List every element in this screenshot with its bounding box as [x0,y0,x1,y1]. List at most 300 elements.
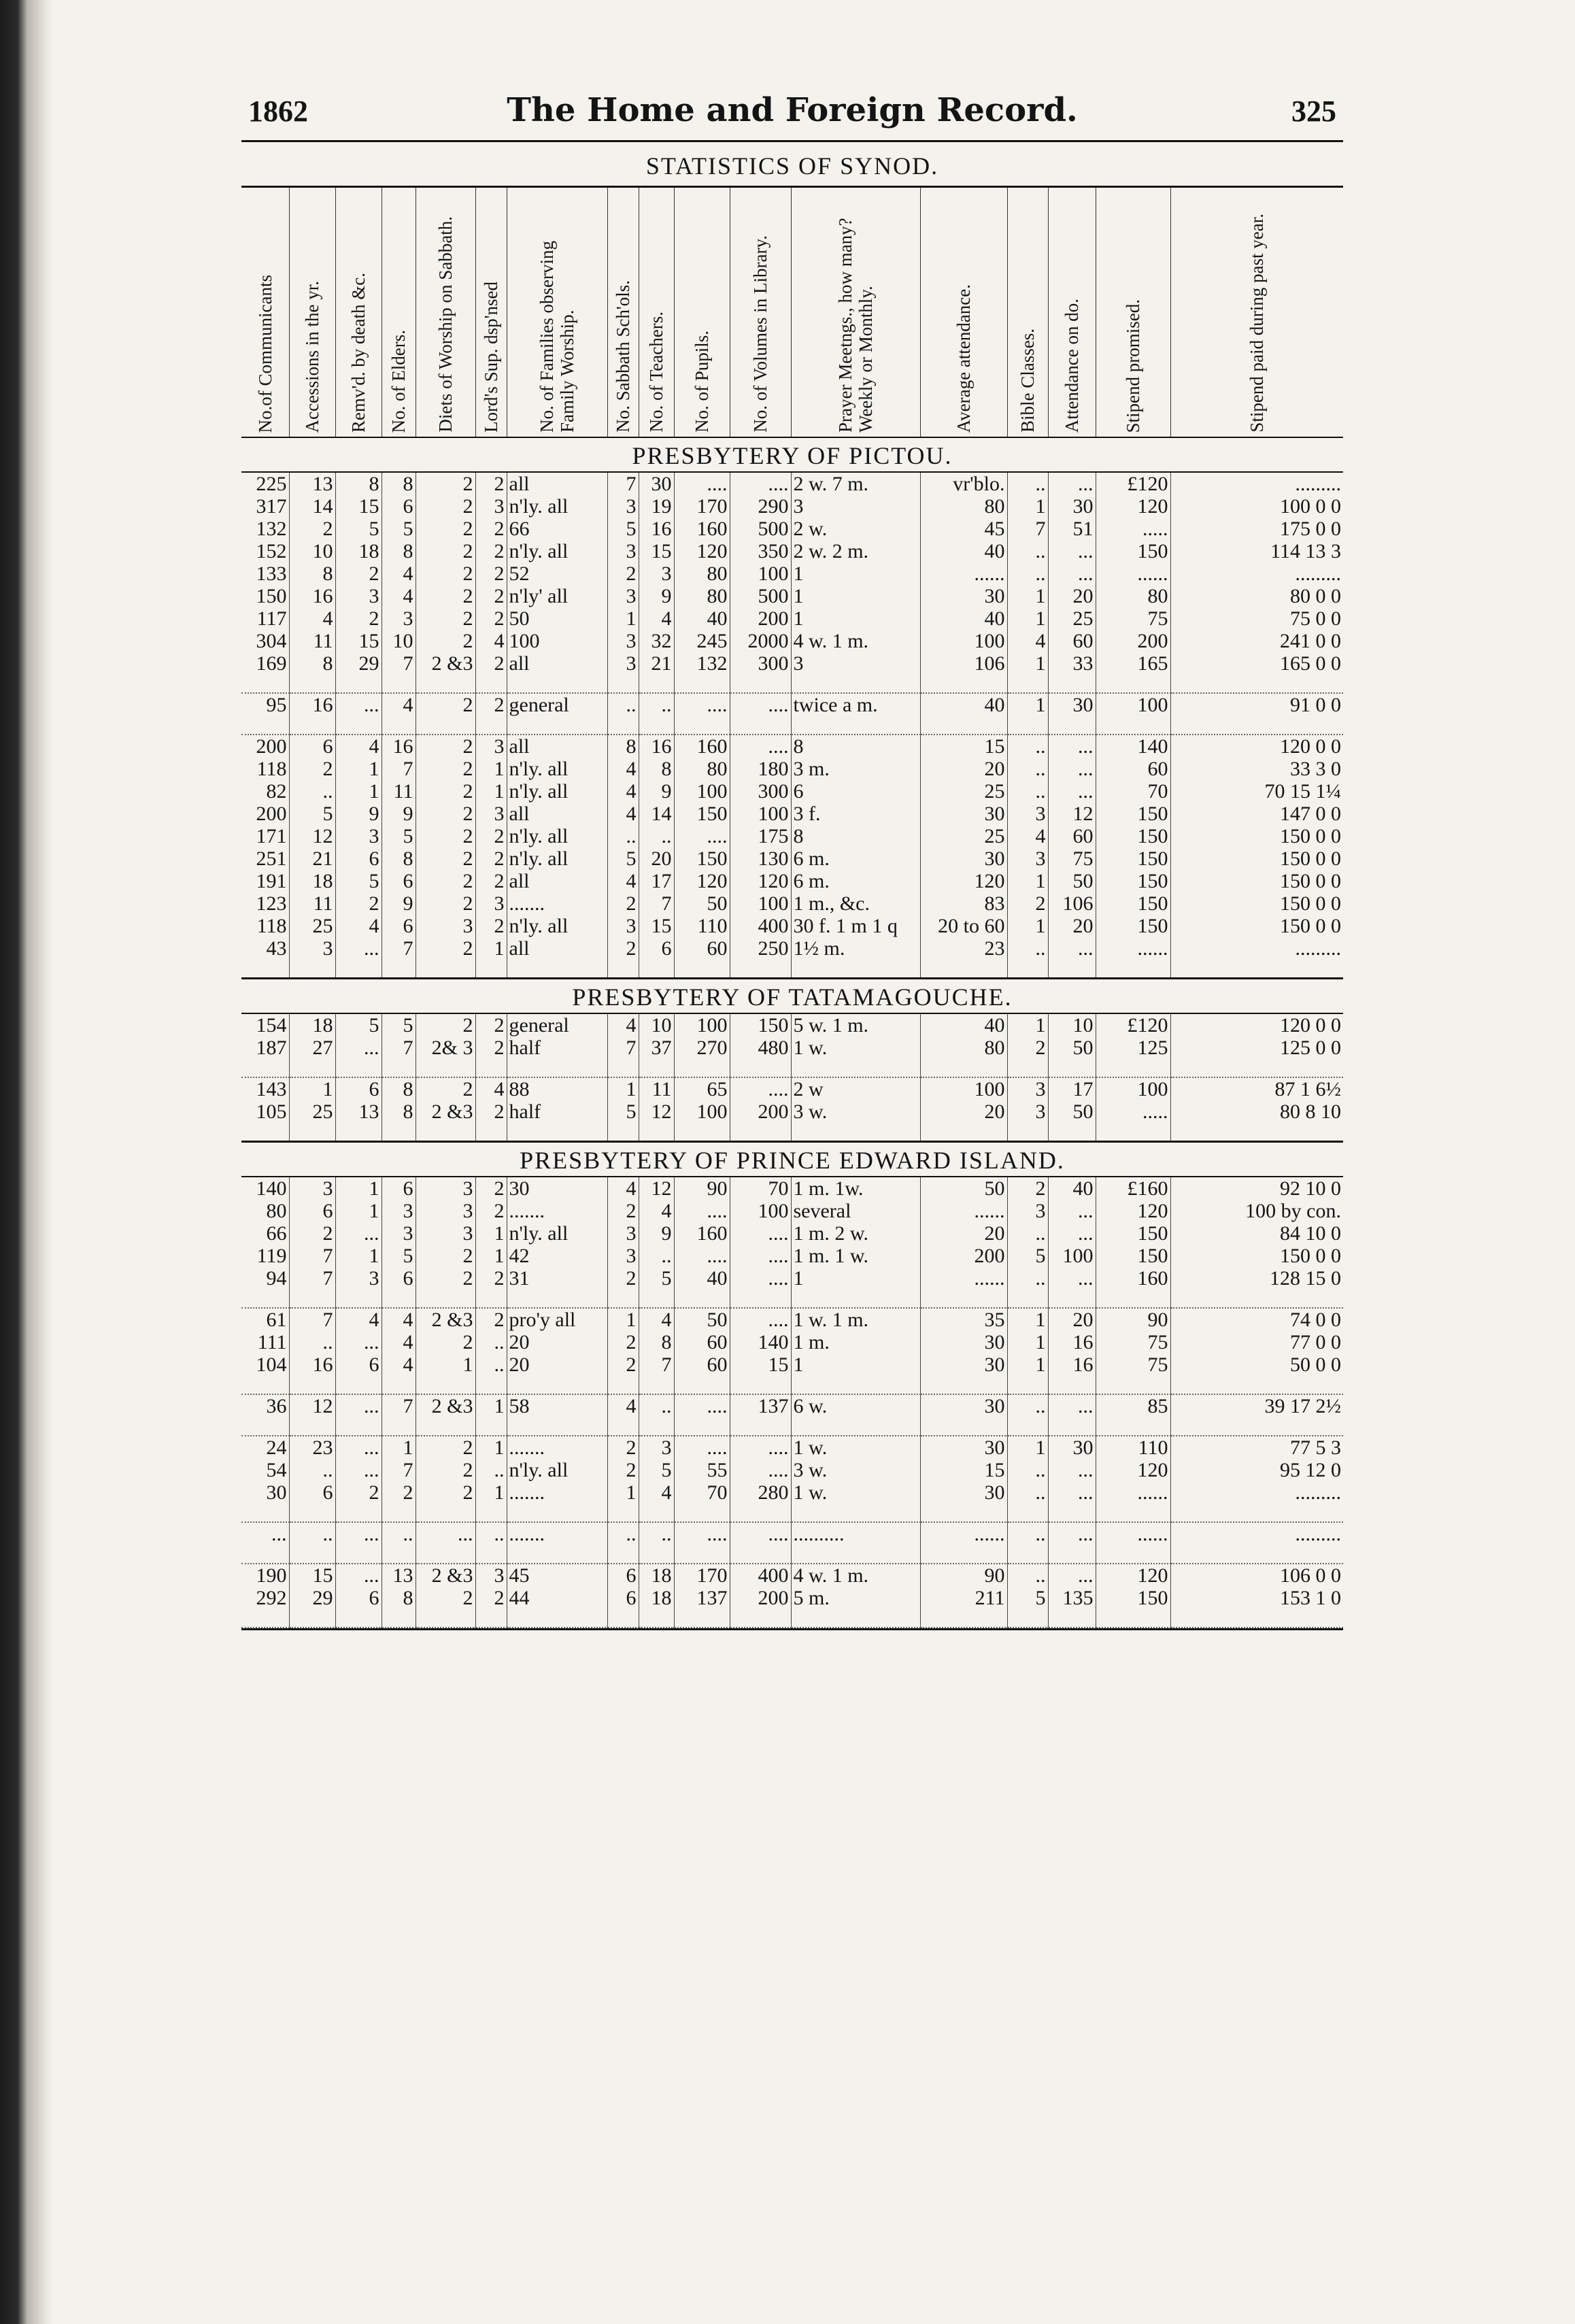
separator-cell [674,1123,730,1142]
table-cell: 2 [416,607,475,630]
table-cell: 100 [730,1200,791,1222]
column-header [241,187,289,438]
table-cell: 400 [730,1564,791,1587]
table-cell: 12 [289,1394,335,1417]
separator-cell [607,1376,639,1394]
table-cell: 29 [289,1587,335,1609]
table-cell: 65 [674,1077,730,1100]
table-cell: 31 [507,1267,607,1290]
separator-cell [241,1504,289,1522]
table-cell: 4 [335,735,382,758]
table-row [241,1331,1343,1353]
table-cell: 21 [639,652,674,675]
table-cell: 95 [241,693,289,716]
group-separator [241,1376,1343,1394]
table-cell: 300 [730,652,791,675]
separator-cell [674,1376,730,1394]
table-cell: 120 [920,870,1007,892]
table-cell: 3 [335,585,382,607]
table-cell: 80 [241,1200,289,1222]
table-cell: 160 [674,1222,730,1245]
table-cell: 8 [382,1587,416,1609]
table-cell: £160 [1096,1177,1170,1200]
table-cell: 20 [1048,1308,1096,1331]
table-cell: 1 [335,1200,382,1222]
table-cell: ...... [1096,562,1170,585]
table-cell: .. [1007,937,1048,960]
table-cell: .. [1007,562,1048,585]
table-cell: 2 [607,1200,639,1222]
table-cell: 5 m. [791,1587,920,1609]
table-cell: 80 8 10 [1280,1100,1341,1123]
table-row [241,1481,1343,1504]
table-cell: 1 [475,1436,507,1459]
table-cell: 2 [416,735,475,758]
section-heading: PRESBYTERY OF TATAMAGOUCHE. [241,979,1343,1014]
table-cell: 500 [730,518,791,540]
table-cell: 150 0 0 [1280,825,1341,847]
column-header-label: Diets of Worship on Sabbath. [435,216,456,433]
table-cell: 1 m., &c. [791,892,920,915]
separator-cell [607,1417,639,1436]
table-cell: 18 [335,540,382,562]
table-cell: .. [475,1459,507,1481]
table-cell: 80 0 0 [1290,585,1341,607]
table-cell: 2 [1007,1177,1048,1200]
table-cell: 241 0 0 [1280,630,1341,652]
table-cell: ......... [1295,473,1341,495]
table-cell: 16 [639,735,674,758]
table-cell: 3 [639,1436,674,1459]
separator-cell [1170,1417,1343,1436]
separator-cell [241,960,289,979]
table-cell: 130 [730,847,791,870]
table-cell: 1 [1007,1436,1048,1459]
column-header-label: Bible Classes. [1017,329,1038,433]
table-cell: 6 [382,495,416,518]
table-cell: 25 [920,780,1007,803]
table-cell: 2 [475,1587,507,1609]
table-cell: 36 [241,1394,289,1417]
table-cell: 150 [1096,847,1170,870]
table-cell: 140 [1096,735,1170,758]
table-cell: 4 [607,758,639,780]
table-cell: 15 [289,1564,335,1587]
separator-cell [1170,716,1343,735]
table-row [241,803,1343,825]
running-header [241,88,1343,140]
table-cell: 4 [639,1308,674,1331]
table-cell: .. [289,1522,335,1545]
table-cell: ......... [1295,1481,1341,1504]
table-cell: 150 [674,803,730,825]
separator-cell [791,1059,920,1077]
table-cell: 150 0 0 [1280,915,1341,937]
separator-cell [241,1059,289,1077]
table-cell: 5 [335,518,382,540]
separator-cell [1170,960,1343,979]
separator-cell [791,960,920,979]
separator-cell [639,675,674,693]
table-cell: 5 [382,1245,416,1267]
table-cell: ...... [920,562,1007,585]
separator-cell [335,1417,382,1436]
table-cell: .. [1007,1267,1048,1290]
table-row [241,1245,1343,1267]
table-cell: 95 12 0 [1280,1459,1341,1481]
table-cell: 225 [241,472,289,495]
table-cell: 4 [475,1077,507,1100]
table-row [241,495,1343,518]
table-row [241,847,1343,870]
table-cell: 1 [1007,1353,1048,1376]
separator-cell [289,1545,335,1564]
table-cell: 15 [335,495,382,518]
table-cell: 2 [475,1308,507,1331]
separator-cell [1048,716,1096,735]
column-header-label: Attendance on do. [1062,298,1082,433]
table-cell: 23 [920,937,1007,960]
separator-cell [289,1376,335,1394]
separator-cell [335,1545,382,1564]
separator-cell [730,960,791,979]
table-row [241,825,1343,847]
table-cell: 80 [674,585,730,607]
table-cell: 12 [289,825,335,847]
table-cell: 3 [416,915,475,937]
table-cell: 3 [1007,1200,1048,1222]
column-header-label: No. of Volumes in Library. [750,235,770,433]
table-cell: 6 [791,780,920,803]
table-cell: 3 [1007,803,1048,825]
group-separator [241,1545,1343,1564]
table-cell: .... [674,825,730,847]
separator-cell [791,675,920,693]
book-spine-shadow [0,0,53,2324]
separator-cell [335,1123,382,1142]
table-cell: 88 [507,1077,607,1100]
table-cell: .. [639,1245,674,1267]
table-cell: .. [639,1394,674,1417]
table-cell: 77 5 3 [1290,1436,1341,1459]
table-cell: 40 [920,540,1007,562]
table-cell: 1 [791,1353,920,1376]
table-cell: 2 [475,693,507,716]
separator-cell [289,960,335,979]
table-cell: 128 15 0 [1270,1267,1341,1290]
column-header-label: No. Sabbath Sch'ols. [613,280,633,433]
table-cell: 2 [335,892,382,915]
table-cell: 350 [730,540,791,562]
table-cell: 100 [674,1013,730,1037]
table-cell: 2 [416,758,475,780]
separator-cell [1007,1504,1048,1522]
table-cell: 66 [507,518,607,540]
table-cell: 150 [1096,1222,1170,1245]
separator-cell [791,1504,920,1522]
table-cell: 2 [475,825,507,847]
table-cell: ... [1048,1222,1096,1245]
separator-cell [1007,1059,1048,1077]
table-cell: 100 [920,1077,1007,1100]
table-row [241,1459,1343,1481]
separator-cell [639,1504,674,1522]
table-cell: ...... [1096,937,1170,960]
separator-cell [241,1545,289,1564]
table-cell: 106 0 0 [1280,1564,1341,1587]
table-cell: £120 [1096,472,1170,495]
separator-cell [507,716,607,735]
table-cell: 245 [674,630,730,652]
table-cell: 169 [241,652,289,675]
table-cell: .. [1007,780,1048,803]
table-cell: 5 [639,1267,674,1290]
table-cell: 2 [607,1353,639,1376]
table-cell: 5 [607,1100,639,1123]
table-cell: 8 [382,1100,416,1123]
separator-cell [289,1123,335,1142]
table-cell: 6 [289,735,335,758]
table-cell: 250 [730,937,791,960]
group-separator [241,1417,1343,1436]
table-cell: 1 [791,585,920,607]
separator-cell [639,1059,674,1077]
table-cell: 2 [475,652,507,675]
separator-cell [920,1417,1007,1436]
table-cell: 60 [1096,758,1170,780]
table-cell: ... [1048,937,1096,960]
table-cell: ...... [920,1522,1007,1545]
table-row [241,585,1343,607]
table-cell: 2 [607,1436,639,1459]
table-cell: 2 [416,1077,475,1100]
table-cell: 120 [1096,1459,1170,1481]
table-cell: 1 [1007,585,1048,607]
table-row [241,1436,1343,1459]
table-cell: 2 [416,847,475,870]
table-cell: 290 [730,495,791,518]
separator-cell [475,1609,507,1628]
table-cell: 200 [1096,630,1170,652]
table-cell: 1 w. 1 m. [791,1308,920,1331]
table-row [241,1077,1343,1100]
table-cell: .. [1007,1222,1048,1245]
table-cell: 2 [289,518,335,540]
table-cell: 30 [1048,495,1096,518]
table-cell: ... [1048,1522,1096,1545]
separator-cell [335,1290,382,1308]
separator-cell [920,1059,1007,1077]
table-cell: 8 [791,735,920,758]
table-cell: .. [1007,1522,1048,1545]
table-cell: ....... [507,1436,607,1459]
separator-cell [382,716,416,735]
table-cell: 1 m. 1 w. [791,1245,920,1267]
table-cell: 106 [1048,892,1096,915]
separator-cell [1096,1123,1170,1142]
table-cell: 4 [382,693,416,716]
table-cell: .. [289,1459,335,1481]
table-cell: 6 [335,1077,382,1100]
table-cell: 4 [639,1481,674,1504]
table-cell: 33 [1048,652,1096,675]
table-cell: 2 [416,1331,475,1353]
column-header [920,187,1007,438]
table-cell: 150 [1096,540,1170,562]
separator-cell [507,1290,607,1308]
separator-cell [1048,675,1096,693]
table-cell: n'ly' all [507,585,607,607]
table-cell: n'ly. all [507,825,607,847]
table-cell: .... [674,472,730,495]
separator-cell [639,1609,674,1628]
table-cell: 150 [674,847,730,870]
table-cell: 80 [674,562,730,585]
table-cell: 8 [335,472,382,495]
table-cell: 40 [1048,1177,1096,1200]
table-cell: 25 [289,1100,335,1123]
separator-cell [416,1609,475,1628]
table-cell: ...... [920,1200,1007,1222]
separator-cell [1007,675,1048,693]
table-cell: 2 [416,1587,475,1609]
table-cell: 2 [475,915,507,937]
separator-cell [289,716,335,735]
table-cell: 32 [639,630,674,652]
table-cell: 3 [475,735,507,758]
table-cell: 292 [241,1587,289,1609]
table-cell: 2 [416,825,475,847]
table-cell: n'ly. all [507,540,607,562]
separator-cell [639,960,674,979]
separator-cell [1096,675,1170,693]
table-cell: 4 [335,915,382,937]
table-cell: 2 [607,1331,639,1353]
table-cell: 2 [1007,892,1048,915]
column-header-label: No. of Families observing Family Worship. [537,241,577,433]
table-cell: 8 [382,540,416,562]
table-cell: 11 [289,630,335,652]
separator-cell [382,675,416,693]
table-cell: .. [475,1353,507,1376]
table-cell: 39 17 2½ [1264,1395,1341,1417]
separator-cell [382,1290,416,1308]
separator-cell [1170,1504,1343,1522]
table-cell: ..... [1096,518,1170,540]
separator-cell [674,716,730,735]
table-cell: .. [289,780,335,803]
table-cell: ... [335,1394,382,1417]
table-cell: 2 [475,847,507,870]
table-cell: 9 [639,1222,674,1245]
table-cell: 117 [241,607,289,630]
group-separator [241,1123,1343,1142]
separator-cell [289,1417,335,1436]
table-cell: 100 [920,630,1007,652]
table-cell: 16 [382,735,416,758]
table-cell: 1 [475,937,507,960]
table-cell: 16 [1048,1353,1096,1376]
table-cell: 8 [289,562,335,585]
table-cell: 2 [475,607,507,630]
table-cell: 75 0 0 [1290,607,1341,630]
table-cell: 80 [1096,585,1170,607]
table-cell: 30 [920,1331,1007,1353]
separator-cell [674,1609,730,1628]
table-cell: 100 [674,1100,730,1123]
table-cell: 30 [1048,693,1096,716]
page [241,88,1343,1630]
table-cell: ... [335,1331,382,1353]
table-cell: 6 [382,870,416,892]
table-cell: .. [1007,1564,1048,1587]
separator-cell [382,1417,416,1436]
table-cell: 3 [791,652,920,675]
table-cell: 3 [475,803,507,825]
table-row [241,892,1343,915]
table-cell: n'ly. all [507,780,607,803]
separator-cell [416,675,475,693]
separator-cell [382,960,416,979]
column-header-label: Average attendance. [953,284,974,433]
table-cell: ....... [507,1522,607,1545]
separator-cell [241,1609,289,1628]
separator-cell [1048,1545,1096,1564]
table-cell: 3 [607,1245,639,1267]
separator-cell [1007,1290,1048,1308]
table-cell: pro'y all [507,1308,607,1331]
table-cell: 123 [241,892,289,915]
table-cell: 1 [335,1245,382,1267]
separator-cell [674,960,730,979]
separator-cell [475,1504,507,1522]
table-cell: 3 [607,652,639,675]
table-row [241,1353,1343,1376]
table-cell: 90 [674,1177,730,1200]
separator-cell [382,1545,416,1564]
group-separator [241,675,1343,693]
table-row [241,735,1343,758]
separator-cell [1170,675,1343,693]
table-cell: 30 [639,472,674,495]
table-cell: vr'blo. [920,472,1007,495]
table-cell: 20 [507,1353,607,1376]
table-cell: twice a m. [791,693,920,716]
table-cell: 50 [920,1177,1007,1200]
table-cell: 1 m. [791,1331,920,1353]
separator-cell [289,1059,335,1077]
table-cell: 30 [920,1353,1007,1376]
table-cell: ... [1048,780,1096,803]
separator-cell [382,1376,416,1394]
table-cell: 30 [920,585,1007,607]
table-cell: 100 [507,630,607,652]
table-cell: 170 [674,495,730,518]
table-cell: 1 [475,1222,507,1245]
table-cell: 2 w. [791,518,920,540]
table-cell: 1 [1007,652,1048,675]
table-cell: 42 [507,1245,607,1267]
table-cell: 4 [607,1177,639,1200]
table-cell: 75 [1096,607,1170,630]
table-cell: 33 3 0 [1290,758,1341,780]
table-cell: .. [607,1522,639,1545]
table-cell: .... [674,1200,730,1222]
group-separator [241,1290,1343,1308]
table-cell: 2 [416,495,475,518]
table-cell: .. [1007,735,1048,758]
table-cell: 1 [475,780,507,803]
